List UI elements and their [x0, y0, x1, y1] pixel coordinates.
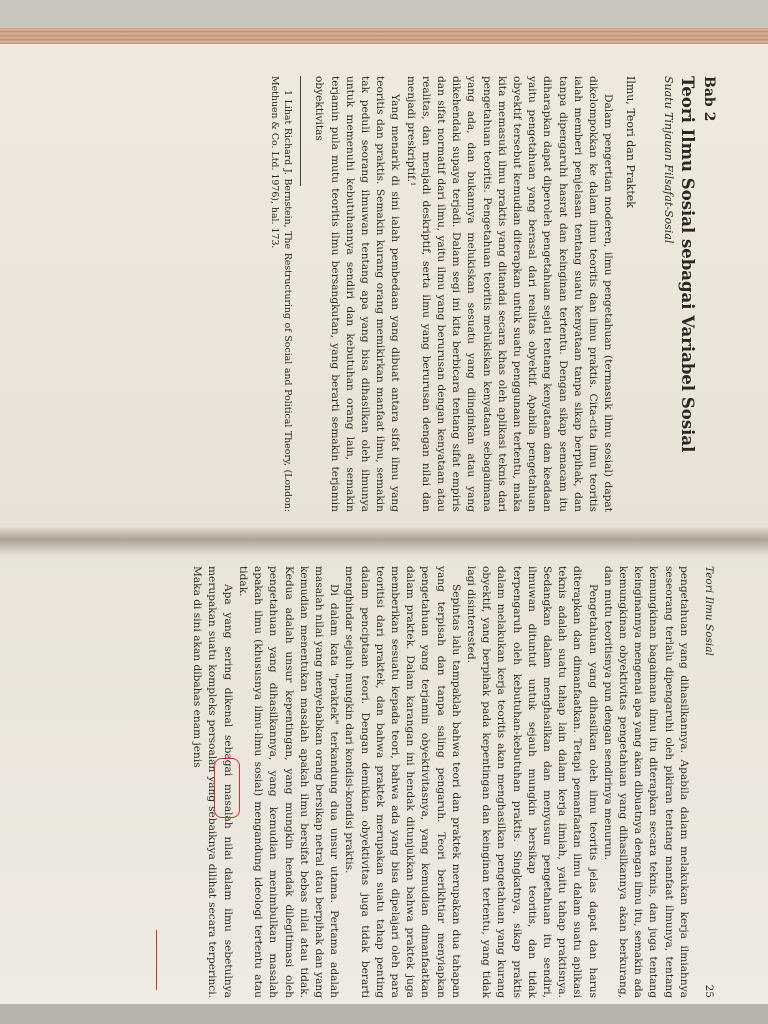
- paragraph: Dalam pengertian moderen, ilmu pengetahuan (termasuk ilmu sosial) dapat dikelompokkan ke dalam ilmu teoritis dan ilmu praktis. Cita-cita ilmu teoritis ialah memberi penjelasan tentang suatu kenyataan tanpa sikap berpihak, dan tanpa dipengaruhi hasrat dan keinginan tertentu. Dengan sikap semacam itu diharapkan dapat diperoleh pengetahuan sejati tentang kenyataan dan keadaan yaitu pengetahuan yang berasal dari realitas obyektif. Apabila pengetahuan obyektif tersebut kemudian diterapkan untuk suatu penggunaan tertentu, maka kita memasuki ilmu praktis yang ditandai secara khas oleh aplikasi teknis dari pengetahuan teoritis. Pengetahuan teoritis melukiskan kenyataan sebagaimana yang ada, dan bukannya melukiskan sesuatu yang diinginkan atau yang dikehendaki supaya terjadi. Dalam segi ini kita berbicara tentang sifat empiris dan sifat normatif dari ilmu, yaitu ilmu yang berurusan dengan kenyataan atau realitas, dan menjadi deskriptif, serta ilmu yang berurusan dengan nilai dan menjadi preskriptif.¹: [404, 76, 615, 512]
- red-pen-underline: [156, 930, 157, 990]
- footnote-rule: [300, 76, 301, 186]
- chapter-subtitle: Suatu Tinjauan Filsafat-Sosial: [661, 76, 675, 244]
- paragraph: Pengetahuan yang dihasilkan oleh ilmu teoritis jelas dapat dan harus diterapkan dan dimanfaatkan. Tetapi pemanfaatan ilmu dalam suatu aplikasi teknis adalah suatu tahap lain dalam kerja ilmiah, yaitu tahap praktisnya. Sedangkan dalam menghasilkan dan menyusun pengetahuan itu sendiri, ilmuwan dituntut untuk sejauh mungkin bersikap teoritis, dan tidak terpengaruh oleh kebutuhan-kebutuhan praktis. Singkatnya, sikap praktis dalam melakukan kerja teoritis akan menghasilkan pengetahuan yang kurang obyektif, yang berpihak pada kepentingan dan keinginan tertentu, yang tidak lagi disinterested.: [464, 566, 599, 998]
- page-number: 25: [703, 984, 715, 998]
- footnote: 1 Lihat Richard J. Bernstein, The Restructuring of Social and Political Theory, (London: Methuen & Co. Ltd. 1976), hal. 173.: [269, 76, 294, 512]
- paragraph: pengetahuan yang dihasilkannya. Apabila dalam melakukan kerja ilmiahnya seseorang terlalu dipengaruhi oleh pikiran tentang manfaat ilmunya, tentang kemungkinan bagaimana ilmu itu diterapkan secara teknis, dan juga tentang keinginannya mengenai apa yang akan dibuatnya dengan ilmu itu, semakin ada kemungkinan obyektivitas pengetahuan yang dihasilkannya akan berkurang, dan mutu teoritisnya pun dengan sendirinya menurun.: [601, 566, 690, 998]
- paragraph: Sepintas lalu tampaklah bahwa teori dan praktek merupakan dua tahapan yang terpisah dan tanpa saling pengaruh. Teori berikhtiar menyiapkan pengetahuan yang terjamin obyektivitasnya, yang kemudian dimanfaatkan dalam praktek. Dalam karangan ini hendak ditunjukkan bahwa praktek juga memberikan sesuatu kepada teori, bahwa ada yang bisa dipelajari oleh para teoritisi dari praktek, dan bahwa praktek merupakan suatu tahap penting dalam penciptaan teori. Dengan demikian obyektivitas juga tidak berarti menghindar sejauh mungkin dari kondisi-kondisi praktis.: [343, 566, 462, 998]
- book-gutter: [0, 526, 768, 556]
- chapter-title: Teori Ilmu Sosial sebagai Variabel Sosial: [677, 76, 697, 453]
- paragraph: Yang menarik di sini ialah pembedaan yang dibuat antara sifat ilmu yang teoritis dan praktis. Semakin kurang orang memikirkan manfaat ilmu, semakin tak peduli seorang ilmuwan tentang apa yang bisa dihasilkan oleh ilmunya untuk memenuhi kebutuhannya sendiri dan kebutuhan orang lain, semakin terjamin pula mutu teoritis ilmu bersangkutan, yang berarti semakin terjamin obyektivitas: [313, 76, 402, 512]
- running-head: [701, 566, 716, 998]
- red-pen-circle: [214, 758, 240, 818]
- lower-page-text: [60, 566, 716, 998]
- paragraph: Apa yang sering dikenal sebagai masalah nilai dalam ilmu sebetulnya merupakan suatu kompleks persoalan yang sebaiknya dilihat secara terperinci. Maka di sini akan dibahas enam jenis: [191, 566, 234, 998]
- paragraph: Di dalam kata "praktek" terkandung dua unsur utama. Pertama adalah masalah nilai yang menyebabkan orang bersikap netral atau berpihak dan yang kemudian menentukan masalah apakah ilmu bersifat bebas nilai atau tidak. Kedua adalah unsur kepentingan, yang mungkin hendak dilegitimasi oleh pengetahuan yang dihasilkannya, yang kemudian menimbulkan masalah apakah ilmu (khususnya ilmu-ilmu sosial) mengandung ideologi tertentu atau tidak.: [236, 566, 341, 998]
- upper-page-text: [60, 76, 716, 512]
- running-title: Teori Ilmu Sosial: [703, 566, 715, 656]
- section-heading: Ilmu, Teori dan Praktek: [624, 76, 638, 208]
- chapter-label: Bab 2: [701, 76, 717, 122]
- scan-bed-edge: [0, 1004, 768, 1024]
